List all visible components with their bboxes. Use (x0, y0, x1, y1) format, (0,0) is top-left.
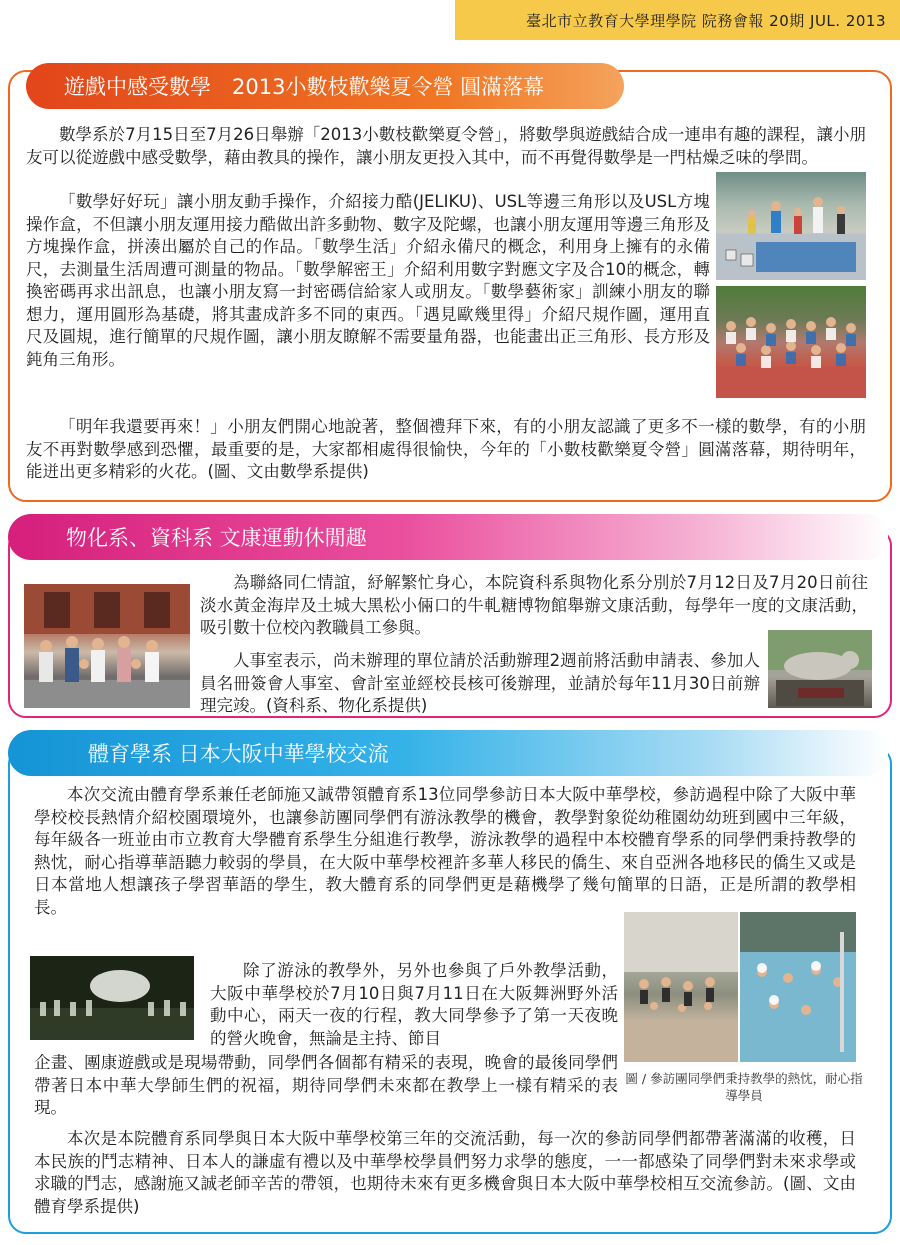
article-osaka-exchange-outdoor-cont (34, 1052, 618, 1120)
photo-kids-playing-math-game-art (716, 172, 866, 280)
article-staff-outing-notice (200, 650, 760, 718)
photo-bull-statue-art (768, 630, 872, 708)
section-staff-outing-title (8, 514, 888, 560)
section-osaka-exchange-title (8, 730, 888, 776)
article-osaka-exchange-outdoor (210, 960, 618, 1050)
photo-camp-group-art (716, 286, 866, 398)
photo-kids-playing-math-game (716, 172, 866, 280)
section-staff-outing-title-text: 物化系、資科系 文康運動休閒趣 (66, 526, 367, 550)
paragraph: 企畫、團康遊戲或是現場帶動，同學們各個都有精采的表現，晚會的最後同學們帶著日本中華大學師生們的祝福，期待同學們未來都在教學上一樣有精采的表現。 (34, 1053, 618, 1117)
photo-staff-group (24, 584, 190, 708)
photo-swim-class-poolside-art (624, 912, 738, 1062)
paragraph: 本次是本院體育系同學與日本大阪中華學校第三年的交流活動，每一次的參訪同學們都帶著滿滿的收穫，日本民族的鬥志精神、日本人的謙虛有禮以及中華學校學員們努力求學的態度，一一都感染了同學們對未來求學或求職的鬥志，感謝施又誠老師辛苦的帶領，也期待未來有更多機會與日本大阪中華學校相互交流參訪。(圖、文由體育學系提供) (34, 1129, 856, 1216)
article-math-camp-intro (26, 124, 866, 169)
photo-staff-group-art (24, 584, 190, 708)
article-math-camp-closing (26, 416, 866, 484)
section-math-camp-title (26, 63, 624, 109)
photo-camp-group (716, 286, 866, 398)
paragraph: 本次交流由體育學系兼任老師施又誠帶領體育系13位同學參訪日本大阪中華學校，參訪過程中除了大阪中華學校校長熱情介紹校園環境外，也讓參訪團同學們有游泳教學的機會，教學對象從幼稚園幼幼班到國中三年級，每年級各一班並由市立教育大學體育系學生分組進行教學，游泳教學的過程中本校體育學系的同學們秉持教學的熱忱，耐心指導華語聽力較弱的學員，在大阪中華學校裡許多華人移民的僑生、來自亞洲各地移民的僑生又或是日本當地人想讓孩子學習華語的學生，教大體育系的同學們更是藉機學了幾句簡單的日語，正是所謂的教學相長。 (34, 785, 856, 916)
article-math-camp-courses (26, 191, 710, 371)
photo-bull-statue (768, 630, 872, 708)
photo-campfire-night-art (30, 956, 194, 1040)
article-osaka-exchange-swim (34, 784, 856, 916)
paragraph: 人事室表示，尚未辦理的單位請於活動辦理2週前將活動申請表、參加人員名冊簽會人事室、會計室並經校長核可後辦理，並請於每年11月30日前辦理完竣。(資科系、物化系提供) (200, 651, 760, 715)
section-math-camp-title-text: 遊戲中感受數學 2013小數枝歡樂夏令營 圓滿落幕 (64, 75, 545, 99)
paragraph: 「明年我還要再來！」小朋友們開心地說著，整個禮拜下來，有的小朋友認識了更多不一樣的數學，有的小朋友不再對數學感到恐懼，最重要的是，大家都相處得很愉快，今年的「小數枝歡樂夏令營」圓滿落幕，期待明年，能迸出更多精彩的火花。(圖、文由數學系提供) (26, 417, 866, 481)
photo-swim-class-poolside (624, 912, 738, 1062)
article-osaka-exchange-summary (34, 1128, 856, 1218)
newsletter-header (455, 0, 900, 40)
photo-swim-class-in-pool-art (740, 912, 856, 1062)
photo-campfire-night (30, 956, 194, 1040)
photo-swim-class-in-pool (740, 912, 856, 1062)
photo-caption: 圖 / 參訪團同學們秉持教學的熱忱，耐心指導學員 (625, 1071, 863, 1103)
paragraph: 除了游泳的教學外，另外也參與了戶外教學活動，大阪中華學校於7月10日與7月11日在大阪舞洲野外活動中心，兩天一夜的行程，教大同學參予了第一天夜晚的營火晚會，無論是主持、節目 (210, 961, 618, 1048)
paragraph: 為聯絡同仁情誼，紓解繁忙身心，本院資科系與物化系分別於7月12日及7月20日前往淡水黃金海岸及土城大黑松小倆口的牛軋糖博物館舉辦文康活動，每學年一度的文康活動，吸引數十位校內教職員工參與。 (200, 573, 868, 637)
section-osaka-exchange-title-text: 體育學系 日本大阪中華學校交流 (88, 742, 389, 766)
newsletter-header-text: 臺北市立教育大學理學院 院務會報 20期 JUL. 2013 (526, 11, 886, 30)
paragraph: 數學系於7月15日至7月26日舉辦「2013小數枝歡樂夏令營」，將數學與遊戲結合成一連串有趣的課程，讓小朋友可以從遊戲中感受數學，藉由教具的操作，讓小朋友更投入其中，而不再覺得數學是一門枯燥乏味的學問。 (26, 125, 866, 167)
paragraph: 「數學好好玩」讓小朋友動手操作，介紹接力酷(JELIKU)、USL等邊三角形以及USL方塊操作盒，不但讓小朋友運用接力酷做出許多動物、數字及陀螺，也讓小朋友運用等邊三角形及方塊操作盒，拼湊出屬於自己的作品。「數學生活」介紹永備尺的概念，利用身上擁有的永備尺，去測量生活周遭可測量的物品。「數學解密王」介紹利用數字對應文字及合10的概念，轉換密碼再求出訊息，也讓小朋友寫一封密碼信給家人或朋友。「數學藝術家」訓練小朋友的聯想力，運用圓形為基礎，將其畫成許多不同的東西。「遇見歐幾里得」介紹尺規作圖，運用直尺及圓規，進行簡單的尺規作圖，讓小朋友瞭解不需要量角器，也能畫出正三角形、長方形及鈍角三角形。 (26, 192, 710, 369)
